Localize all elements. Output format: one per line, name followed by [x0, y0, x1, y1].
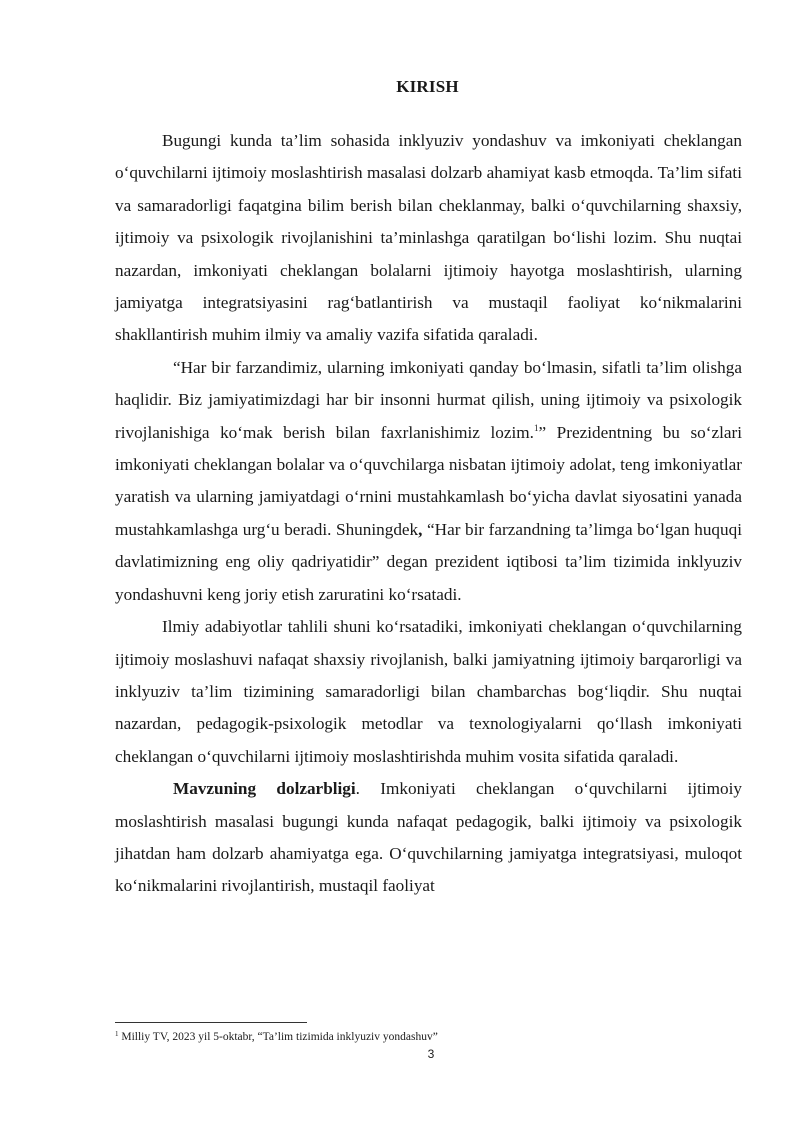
footnote-reference[interactable]: 1 [533, 422, 539, 433]
footnote-separator [115, 1022, 307, 1023]
paragraph-relevance [115, 773, 742, 903]
president-quote: “Har bir farzandimiz, ularning imkoniyati qanday bo‘lmasin, sifatli ta’lim olishga haqlidir. Biz jamiyatimizdagi har bir insonni hurmat qilish, uning ijtimoiy va psixologik rivojlanishiga ko‘mak berish bilan faxrlanishimiz lozim. [115, 357, 742, 442]
relevance-heading: Mavzuning dolzarbligi [173, 779, 356, 799]
footnote-number: 1 [115, 1030, 119, 1038]
footnote-text: Milliy TV, 2023 yil 5-oktabr, “Ta’lim tizimida inklyuziv yondashuv” [118, 1031, 438, 1043]
paragraph-quote [115, 352, 742, 611]
paragraph-intro: Bugungi kunda ta’lim sohasida inklyuziv yondashuv va imkoniyati cheklangan o‘quvchilarni ijtimoiy moslashtirish masalasi dolzarb ahamiyat kasb etmoqda. Ta’lim sifati va samaradorligi faqatgina bilim berish bilan cheklanmay, balki o‘quvchilarning shaxsiy, ijtimoiy va psixologik rivojlanishini ta’minlashga qaratilgan bo‘lishi lozim. Shu nuqtai nazardan, imkoniyati cheklangan bolalarni ijtimoiy hayotga moslashtirish, ularning jamiyatga integratsiyasini rag‘batlantirish va mustaqil faoliyat ko‘nikmalarini shakllantirish muhim ilmiy va amaliy vazifa sifatida qaraladi. [115, 131, 742, 345]
relevance-text: . Imkoniyati cheklangan o‘quvchilarni ijtimoiy moslashtirish masalasi bugungi kunda nafaqat pedagogik, balki ijtimoiy va psixologik jihatdan ham dolzarb ahamiyatga ega. O‘quvchilarning jamiyatga integratsiyasi, muloqot ko‘nikmalarini rivojlantirish, mustaqil faoliyat [115, 779, 742, 896]
second-quote-text: “Har bir farzandning ta’limga bo‘lgan huquqi davlatimizning eng oliy qadriyatidir” degan prezident iqtibosi ta’lim tizimida inklyuziv yondashuvni keng joriy etish zaruratini ko‘rsatadi. [115, 519, 742, 604]
paragraph-literature: Ilmiy adabiyotlar tahlili shuni ko‘rsatadiki, imkoniyati cheklangan o‘quvchilarning ijtimoiy moslashuvi nafaqat shaxsiy rivojlanish, balki jamiyatning ijtimoiy barqarorligi va inklyuziv ta’lim tizimining samaradorligi bilan chambarchas bog‘liqdir. Shu nuqtai nazardan, pedagogik-psixologik metodlar va texnologiyalarni qo‘llash imkoniyati cheklangan o‘quvchilarni ijtimoiy moslashtirishda muhim vosita sifatida qaraladi. [115, 617, 742, 766]
footnote [115, 1030, 742, 1044]
quote-commentary: Prezidentning bu so‘zlari imkoniyati cheklangan bolalar va o‘quvchilarga nisbatan ijtimoiy adolat, teng imkoniyatlar yaratish va ularning jamiyatdagi o‘rnini mustahkamlash bo‘yicha davlat siyosatini yanada mustahkamlashga urg‘u beradi. Shuningdek [115, 422, 742, 539]
bold-comma: , [418, 519, 423, 539]
section-heading: KIRISH [396, 77, 459, 96]
body-text [115, 125, 742, 903]
page-number: 3 [427, 1047, 435, 1061]
quote-close-mark: ” [538, 422, 547, 442]
